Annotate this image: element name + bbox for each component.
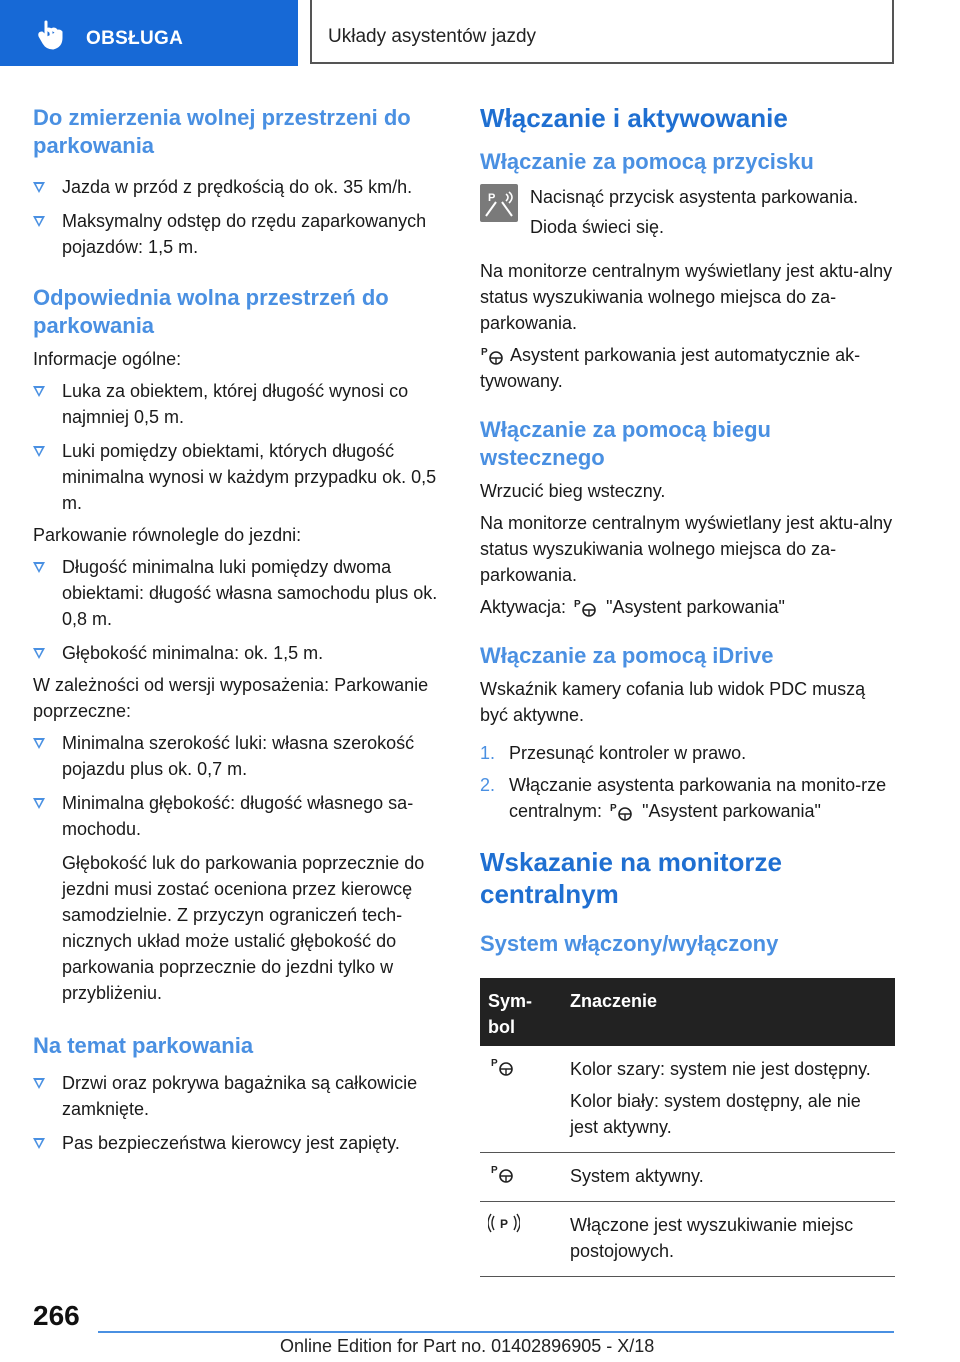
park-assist-button-icon xyxy=(480,184,518,222)
heading-system-state: System włączony/wyłączony xyxy=(480,931,779,956)
monitor-text-2: Na monitorze centralnym wyświetlany jest aktu-alny status wyszukiwania wolnego miejsca do za-parkowania. xyxy=(480,513,893,585)
table-row: P System aktywny. xyxy=(480,1153,895,1202)
svg-text:P: P xyxy=(488,192,496,204)
list-item: Głębokość minimalna: ok. 1,5 m. xyxy=(33,640,448,666)
heading-activation: Włączanie i aktywowanie xyxy=(480,103,788,133)
button-instruction xyxy=(480,184,895,240)
perpendicular-note: Głębokość luk do parkowania poprzecznie do jezdni musi zostać oceniona przez kierowcę samodzielnie. Z przyczyn ograniczeń tech-nicznych układ może ustalić głębokość do parkowania poprzecznie do jezdni tylko w przybliżeniu. xyxy=(62,853,425,1003)
heading-idrive: Włączanie za pomocą iDrive xyxy=(480,643,774,668)
idrive-text: Wskaźnik kamery cofania lub widok PDC muszą być aktywne. xyxy=(480,679,866,725)
svg-text:P: P xyxy=(491,1058,498,1069)
park-assist-icon xyxy=(607,801,637,823)
right-column xyxy=(480,96,895,1277)
parking-search-icon xyxy=(488,1212,520,1234)
activation-line: Aktywacja: P "Asystent parkowania" xyxy=(480,594,895,620)
heading-parking: Na temat parkowania xyxy=(33,1033,254,1058)
reverse-text: Wrzucić bieg wsteczny. xyxy=(480,481,666,501)
list-measuring xyxy=(33,174,448,260)
svg-text:P: P xyxy=(491,1165,498,1176)
auto-activation-text: P Asystent parkowania jest automatycznie ak-tywowany. xyxy=(480,345,861,391)
general-info-label: Informacje ogólne: xyxy=(33,349,182,369)
list-item: Drzwi oraz pokrywa bagażnika są całkowicie zamknięte. xyxy=(33,1070,448,1122)
heading-free-space: Odpowiednia wolna przestrzeń do parkowania xyxy=(33,285,389,338)
table-row: P Kolor szary: system nie jest dostępny. Kolor biały: system dostępny, ale nie jest aktywny. xyxy=(480,1046,895,1153)
park-assist-icon xyxy=(488,1056,518,1078)
edition-info: Online Edition for Part no. 01402896905 - X/18 xyxy=(280,1336,655,1356)
chapter-title: Układy asystentów jazdy xyxy=(328,26,537,47)
park-assist-icon xyxy=(571,597,601,619)
page-number: 266 xyxy=(33,1300,80,1331)
list-item: Długość minimalna luki pomiędzy dwoma obiektami: długość własna samochodu plus ok. 0,8 m. xyxy=(33,554,448,632)
svg-text:P: P xyxy=(574,599,581,611)
svg-text:P: P xyxy=(610,803,617,815)
column-header-meaning: Znaczenie xyxy=(562,978,895,1046)
button-text: Nacisnąć przycisk asystenta parkowania. xyxy=(530,187,859,207)
svg-text:P: P xyxy=(500,1217,509,1231)
list-item: Minimalna głębokość: długość własnego sa-mochodu. Głębokość luk do parkowania poprzecznie do jezdni musi zostać oceniona przez kierowcę samodzielnie. Z przyczyn ograniczeń tech-nicznych układ może ustalić głębokość do parkowania poprzecznie do jezdni tylko w przybliżeniu. xyxy=(33,790,448,1006)
monitor-text: Na monitorze centralnym wyświetlany jest aktu-alny status wyszukiwania wolnego miejsca do za-parkowania. xyxy=(480,261,893,333)
idrive-steps xyxy=(480,740,895,824)
park-assist-icon xyxy=(480,345,506,367)
list-parallel xyxy=(33,554,448,666)
parallel-label: Parkowanie równolegle do jezdni: xyxy=(33,525,302,545)
section-tab[interactable] xyxy=(0,0,298,66)
step-item: 1. Przesunąć kontroler w prawo. xyxy=(480,743,747,763)
heading-indicator: Wskazanie na monitorze centralnym xyxy=(480,847,782,909)
section-label: OBSŁUGA xyxy=(86,28,184,49)
list-item: Pas bezpieczeństwa kierowcy jest zapięty. xyxy=(33,1130,448,1156)
list-item: Minimalna szerokość luki: własna szerokość pojazdu plus ok. 0,7 m. xyxy=(33,730,448,782)
left-column xyxy=(33,96,448,1156)
list-item: Luka za obiektem, której długość wynosi co najmniej 0,5 m. xyxy=(33,378,448,430)
list-perpendicular xyxy=(33,730,448,1006)
list-item: Jazda w przód z prędkością do ok. 35 km/h. xyxy=(33,174,448,200)
led-text: Dioda świeci się. xyxy=(530,217,665,237)
heading-measuring: Do zmierzenia wolnej przestrzeni do parkowania xyxy=(33,105,411,158)
svg-text:P: P xyxy=(481,347,488,359)
footer-divider xyxy=(98,1331,894,1333)
heading-reverse: Włączanie za pomocą biegu wstecznego xyxy=(480,417,771,470)
step-item: 2. Włączanie asystenta parkowania na monito-rze centralnym: P "Asystent parkowania" xyxy=(480,772,895,824)
hand-icon xyxy=(38,20,64,50)
list-item: Maksymalny odstęp do rzędu zaparkowanych pojazdów: 1,5 m. xyxy=(33,208,448,260)
column-header-symbol: Sym-bol xyxy=(480,978,562,1046)
perpendicular-label: W zależności od wersji wyposażenia: Parkowanie poprzeczne: xyxy=(33,675,429,721)
heading-button: Włączanie za pomocą przycisku xyxy=(480,149,814,174)
list-parking xyxy=(33,1070,448,1156)
park-assist-active-icon xyxy=(488,1163,518,1185)
table-row: P Włączone jest wyszukiwanie miejsc postojowych. xyxy=(480,1202,895,1277)
list-item: Luki pomiędzy obiektami, których długość minimalna wynosi w każdym przypadku ok. 0,5 m. xyxy=(33,438,448,516)
list-gaps xyxy=(33,378,448,516)
chapter-title-box xyxy=(310,0,894,64)
symbol-table xyxy=(480,978,895,1277)
